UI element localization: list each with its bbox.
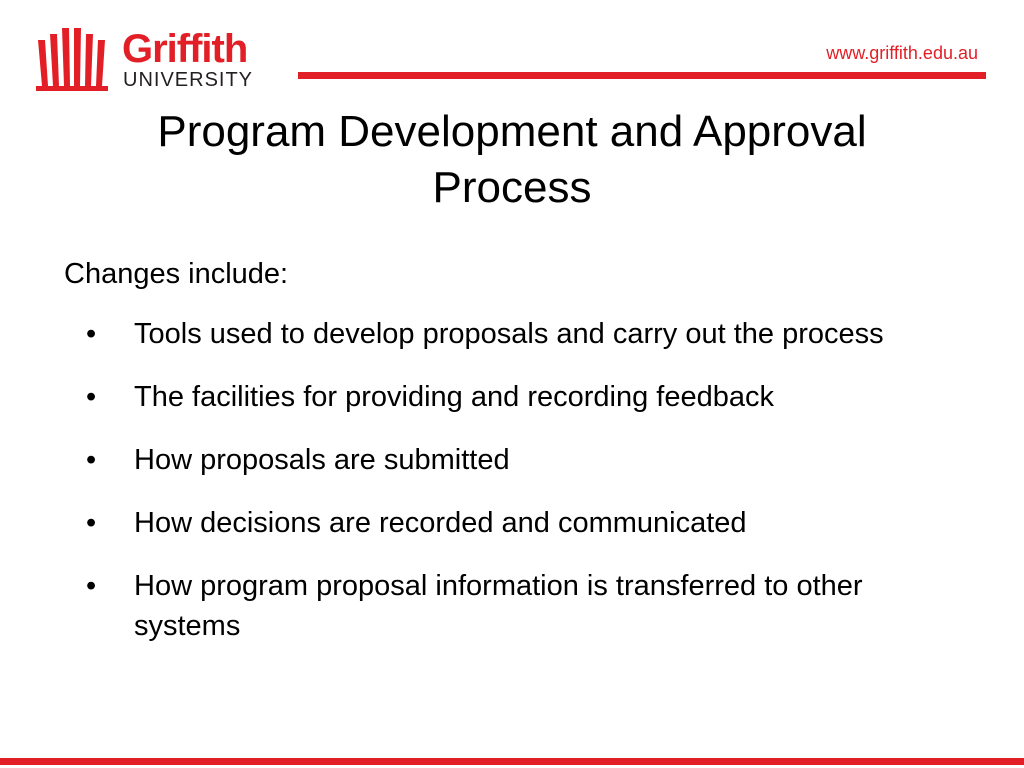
bullet-item [78, 440, 958, 480]
bullet-list [78, 314, 958, 669]
bullet-icon: • [86, 444, 97, 476]
website-url[interactable]: www.griffith.edu.au [826, 43, 978, 63]
logo-subtitle: UNIVERSITY [123, 69, 254, 91]
slide-title-line-2: Process [432, 163, 592, 212]
footer-divider [0, 758, 1024, 765]
bullet-icon: • [86, 381, 97, 413]
bullet-text: How decisions are recorded and communicated [134, 507, 747, 539]
bullet-text: How program proposal information is transferred to other systems [134, 570, 863, 642]
bullet-text: Tools used to develop proposals and carry out the process [134, 318, 884, 350]
bullet-text: How proposals are submitted [134, 444, 510, 476]
slide-title-line-1: Program Development and Approval [157, 107, 867, 156]
griffith-logo-mark-icon [34, 26, 118, 92]
intro-text: Changes include: [64, 258, 289, 290]
slide-title [0, 104, 1024, 216]
bullet-item [78, 314, 958, 354]
bullet-icon: • [86, 507, 97, 539]
bullet-item [78, 377, 958, 417]
bullet-icon: • [86, 570, 97, 602]
griffith-logo [34, 26, 294, 96]
header-divider [298, 72, 986, 79]
logo-name: Griffith [122, 27, 248, 71]
bullet-text: The facilities for providing and recording feedback [134, 381, 774, 413]
bullet-icon: • [86, 318, 97, 350]
bullet-item [78, 503, 958, 543]
bullet-item [78, 566, 958, 646]
